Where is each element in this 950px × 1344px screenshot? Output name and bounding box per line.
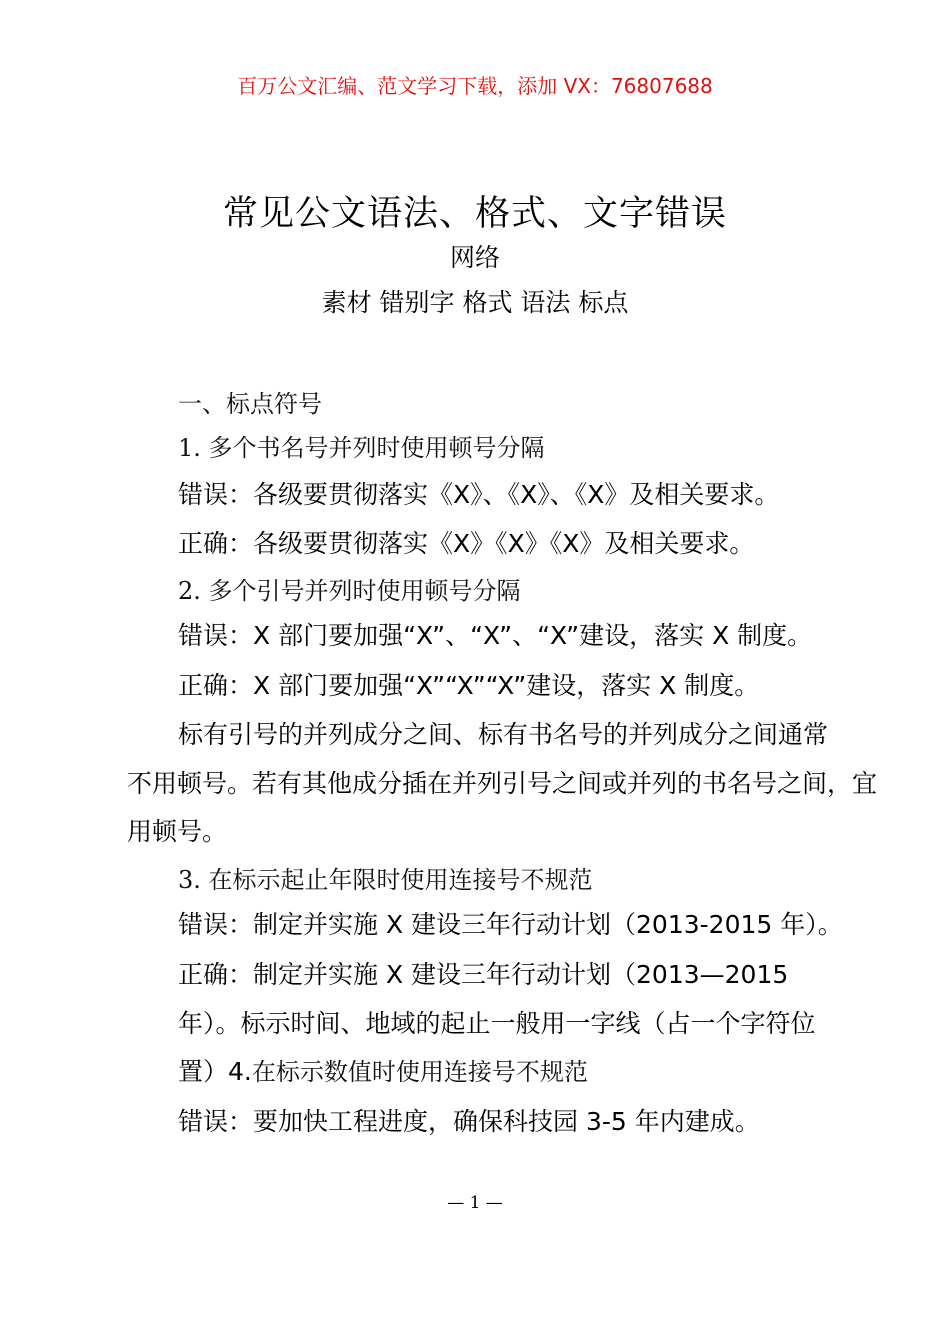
watermark-header: 百万公文汇编、范文学习下载，添加 VX：76807688 [237, 74, 713, 98]
source-label: 网络 [449, 243, 500, 272]
page-title: 常见公文语法、格式、文字错误 [222, 194, 727, 234]
section-heading: 一、标点符号 [178, 390, 322, 418]
mixed-line [178, 1052, 588, 1088]
note-paragraph-line: 标有引号的并列成分之间、标有书名号的并列成分之间通常 [178, 720, 829, 749]
item-heading: 1. 多个书名号并列时使用顿号分隔 [178, 434, 545, 462]
note-paragraph-line: 用顿号。 [127, 817, 228, 846]
example-wrong: 错误：要加快工程进度，确保科技园 3-5 年内建成。 [178, 1107, 760, 1136]
item-heading: 2. 多个引号并列时使用顿号分隔 [178, 577, 521, 605]
example-right: 正确：制定并实施 X 建设三年行动计划（2013—2015 [178, 960, 789, 989]
note-paragraph-line: 不用顿号。若有其他成分插在并列引号之间或并列的书名号之间，宜 [127, 769, 878, 798]
page-number: — 1 — [447, 1193, 503, 1213]
example-right-end: 置）4. [178, 1057, 252, 1086]
tags-line: 素材 错别字 格式 语法 标点 [321, 288, 629, 317]
example-wrong: 错误：制定并实施 X 建设三年行动计划（2013-2015 年）。 [178, 910, 843, 939]
item-heading: 3. 在标示起止年限时使用连接号不规范 [178, 866, 593, 894]
example-right: 正确：X 部门要加强“X”“X”“X”建设，落实 X 制度。 [178, 671, 760, 700]
example-wrong: 错误：各级要贯彻落实《X》、《X》、《X》及相关要求。 [178, 480, 780, 509]
item-heading: 在标示数值时使用连接号不规范 [251, 1058, 588, 1086]
example-right-continued: 年）。标示时间、地域的起止一般用一字线（占一个字符位 [178, 1009, 816, 1038]
example-right: 正确：各级要贯彻落实《X》《X》《X》及相关要求。 [178, 529, 755, 558]
example-wrong: 错误：X 部门要加强“X”、“X”、“X”建设，落实 X 制度。 [178, 621, 813, 650]
